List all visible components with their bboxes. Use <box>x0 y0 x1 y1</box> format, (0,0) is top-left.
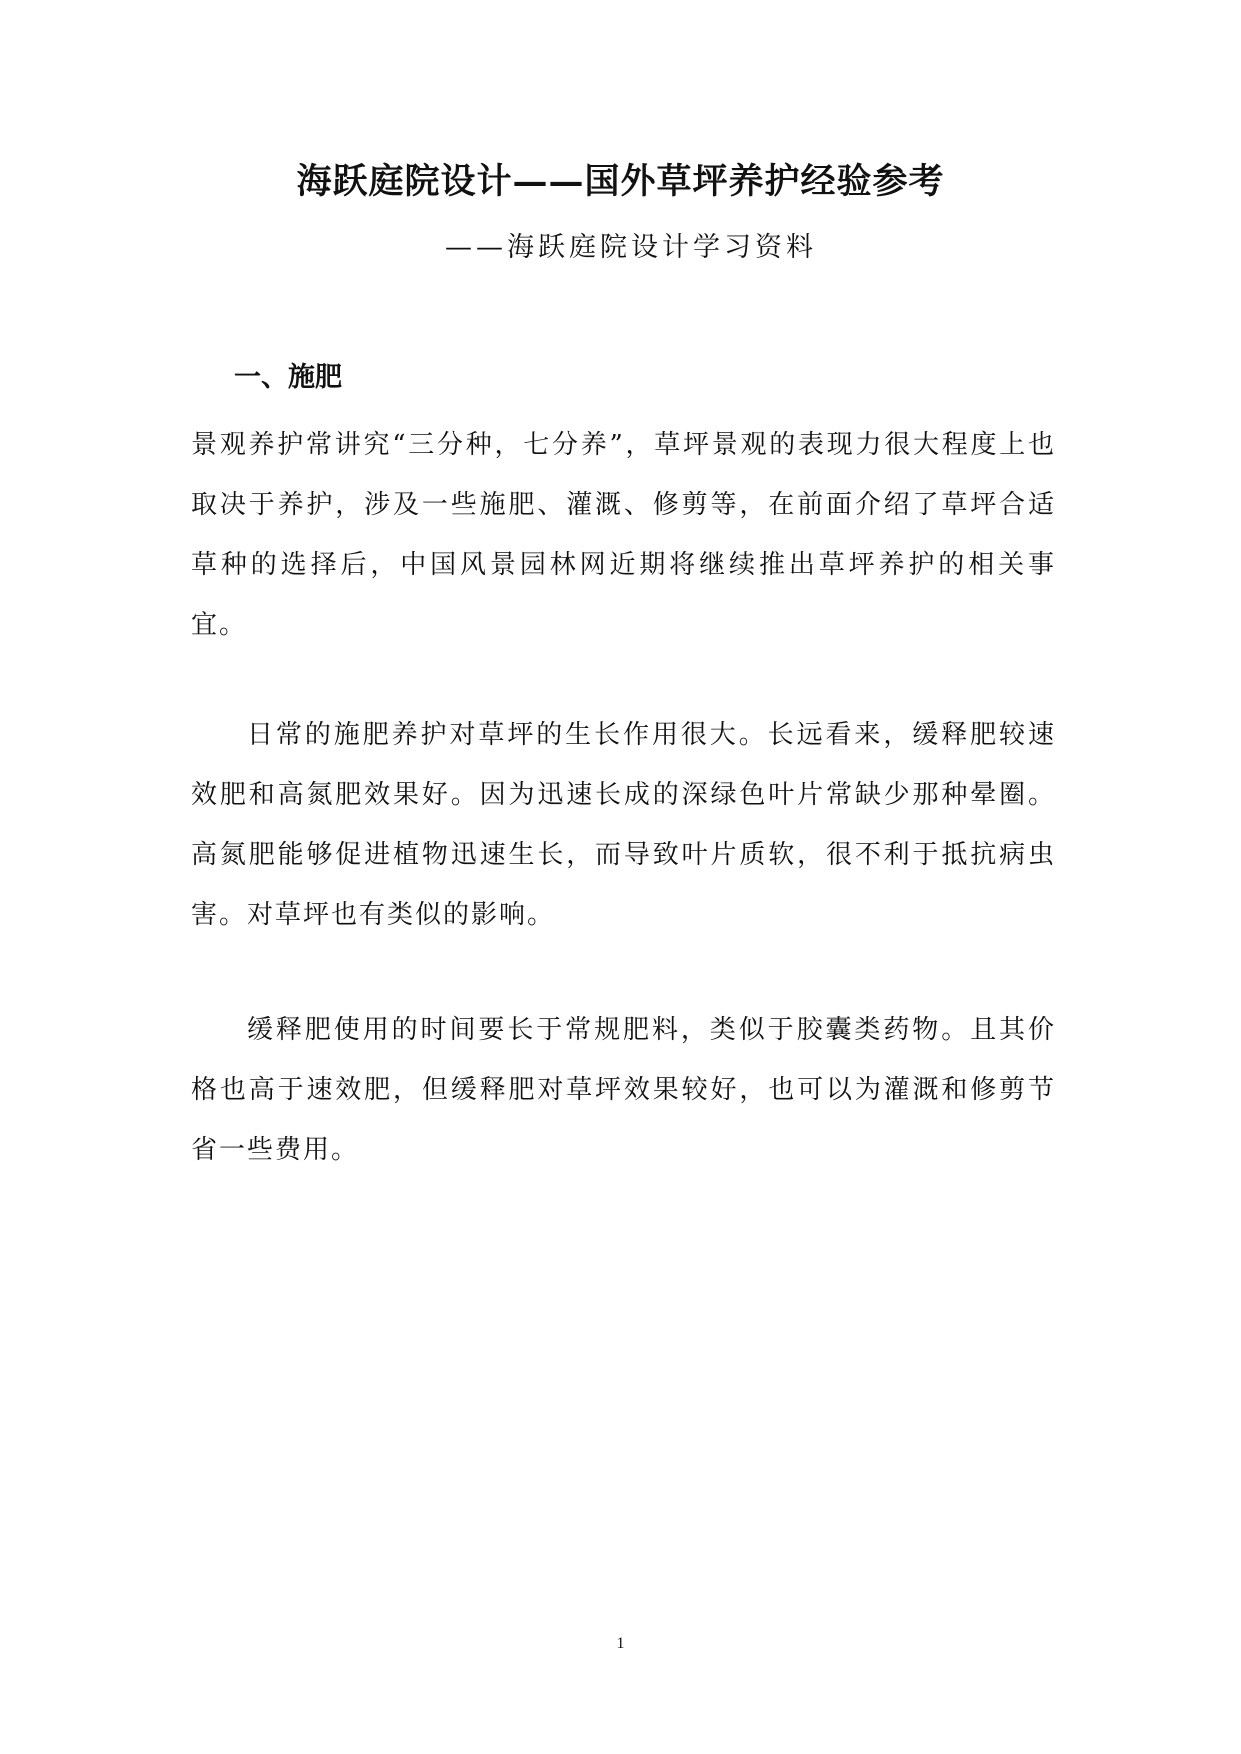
document-subtitle: ——海跃庭院设计学习资料 <box>445 232 817 263</box>
paragraph-block-3 <box>191 1000 1056 1180</box>
paragraph: 景观养护常讲究“三分种，七分养”，草坪景观的表现力很大程度上也取决于养护，涉及一些施肥、灌溉、修剪等，在前面介绍了草坪合适草种的选择后，中国风景园林网近期将继续推出草坪养护的相关事宜。 <box>191 430 1056 640</box>
page-number: 1 <box>616 1635 625 1652</box>
paragraph: 缓释肥使用的时间要长于常规肥料，类似于胶囊类药物。且其价格也高于速效肥，但缓释肥对草坪效果较好，也可以为灌溉和修剪节省一些费用。 <box>191 1015 1056 1165</box>
document-title: 海跃庭院设计——国外草坪养护经验参考 <box>296 161 945 202</box>
paragraph-block-1 <box>191 415 1056 655</box>
paragraph: 日常的施肥养护对草坪的生长作用很大。长远看来，缓释肥较速效肥和高氮肥效果好。因为迅速长成的深绿色叶片常缺少那种晕圈。高氮肥能够促进植物迅速生长，而导致叶片质软，很不利于抵抗病虫害。对草坪也有类似的影响。 <box>191 720 1056 930</box>
paragraph-block-2 <box>191 705 1056 945</box>
section-heading: 一、施肥 <box>234 362 342 393</box>
